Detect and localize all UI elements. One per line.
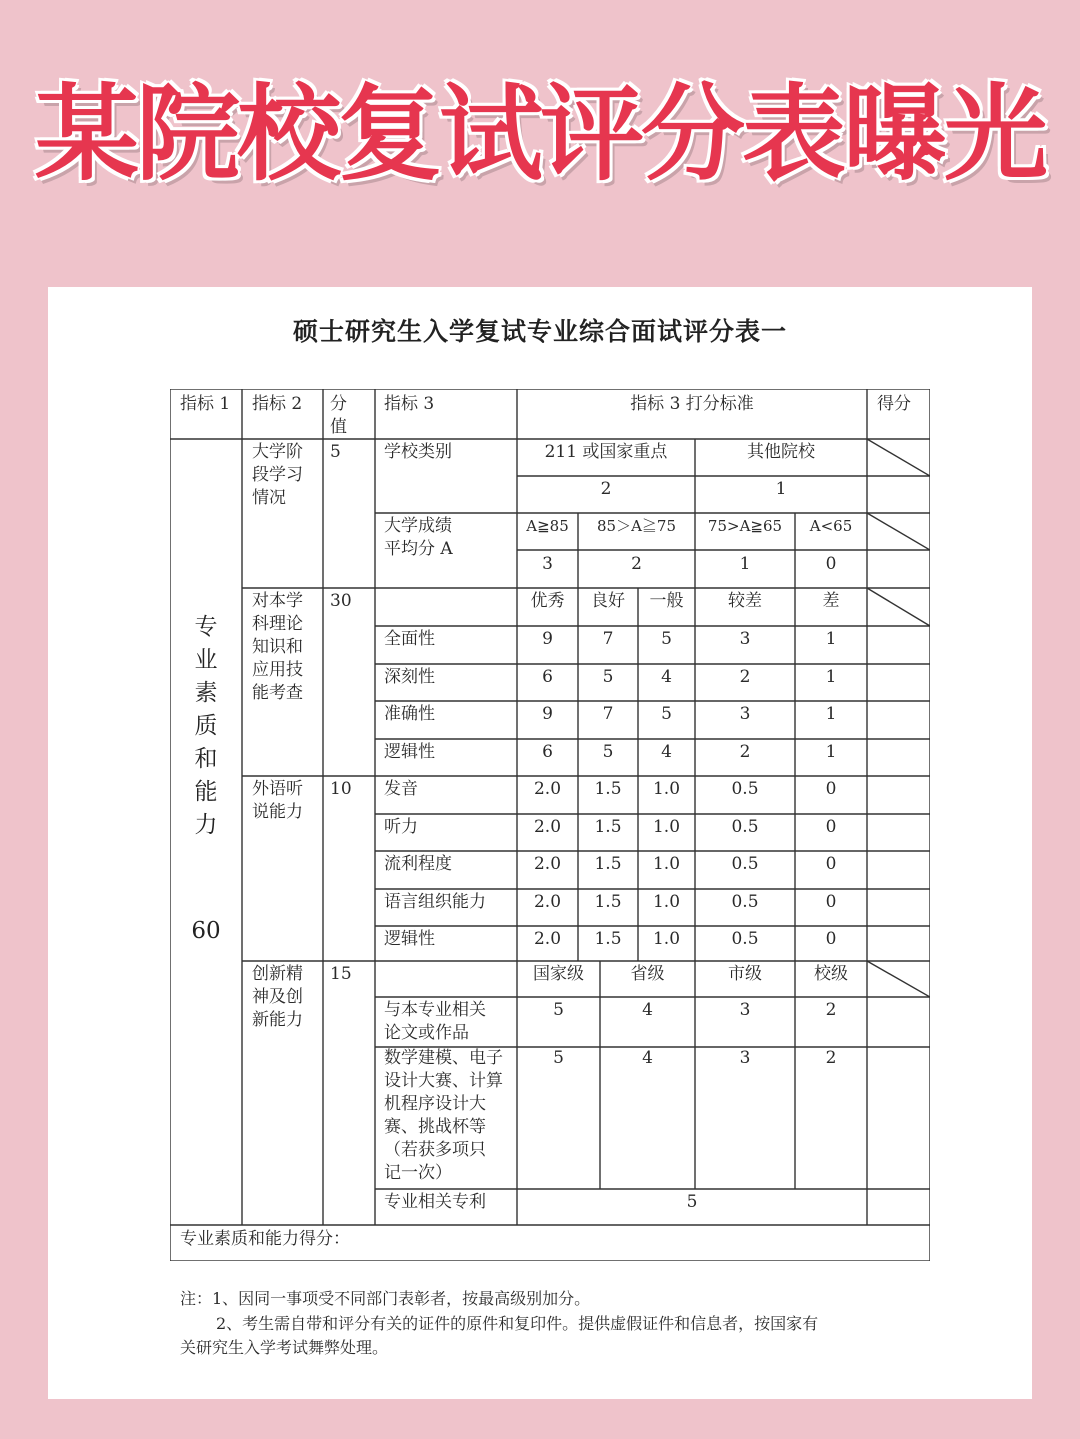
gpa-score: 1 <box>739 554 751 574</box>
note-line: 注：1、因同一事项受不同部门表彰者，按最高级别加分。 <box>180 1289 591 1308</box>
study-key-score: 2 <box>600 479 612 499</box>
row-item-label: 逻辑性 <box>384 929 435 949</box>
innovation-score: 2 <box>825 1048 837 1068</box>
row-score: 2.0 <box>533 929 562 949</box>
innovation-score: 3 <box>739 1000 751 1020</box>
row-score: 0 <box>825 929 837 949</box>
innovation-patent-score: 5 <box>686 1192 698 1212</box>
row-score: 4 <box>661 666 672 687</box>
row-score: 1.0 <box>652 891 681 912</box>
row-score: 2 <box>739 666 751 687</box>
section-study-name: 大学阶 段学习 情况 <box>252 442 303 508</box>
section-language-name: 外语听 说能力 <box>252 779 303 822</box>
section-theory-points: 30 <box>330 591 352 611</box>
row-score: 6 <box>542 666 553 687</box>
innovation-item: 数学建模、电子 设计大赛、计算 机程序设计大 赛、挑战杯等 （若获多项只 记一次） <box>384 1048 503 1183</box>
row-score: 2.0 <box>533 816 562 837</box>
row-item-label: 全面性 <box>384 629 435 649</box>
innovation-level: 校级 <box>814 964 848 984</box>
row-score: 9 <box>542 704 553 724</box>
row-score: 1 <box>825 704 837 724</box>
row-item-label: 逻辑性 <box>384 741 435 762</box>
innovation-score: 4 <box>642 1000 653 1020</box>
innovation-score: 4 <box>642 1048 653 1068</box>
scoring-table <box>170 389 930 1261</box>
section-language-points: 10 <box>330 779 352 799</box>
row-score: 1.0 <box>652 854 681 874</box>
row-item-label: 流利程度 <box>384 854 452 874</box>
row-score: 0 <box>825 854 837 874</box>
document-title: 硕士研究生入学复试专业综合面试评分表一 <box>292 317 787 346</box>
row-score: 5 <box>661 704 672 724</box>
header-indicator-2: 指标 2 <box>252 394 303 414</box>
row-score: 3 <box>739 704 751 724</box>
row-score: 9 <box>542 629 553 649</box>
innovation-score: 3 <box>739 1048 751 1068</box>
row-score: 7 <box>602 704 614 724</box>
study-gpa-label: 大学成绩 平均分 A <box>384 516 453 559</box>
row-score: 1.5 <box>594 891 622 912</box>
total-score-label: 专业素质和能力得分： <box>180 1229 350 1249</box>
row-score: 0.5 <box>731 816 759 837</box>
row-score: 7 <box>602 629 614 649</box>
gpa-range: A<65 <box>809 517 853 535</box>
row-score: 5 <box>661 629 672 649</box>
section-study-points: 5 <box>330 442 341 462</box>
innovation-item: 与本专业相关 论文或作品 <box>384 1000 486 1043</box>
row-score: 4 <box>661 741 672 762</box>
study-key-school: 211 或国家重点 <box>544 442 668 462</box>
header-indicator-3: 指标 3 <box>384 394 435 414</box>
banner-title: 某院校复试评分表曝光 <box>34 73 1045 195</box>
row-score: 2.0 <box>533 779 562 799</box>
note-line: 2、考生需自带和评分有关的证件的原件和复印件。提供虚假证件和信息者，按国家有 <box>216 1314 819 1333</box>
row-score: 3 <box>739 629 751 649</box>
row-score: 6 <box>542 741 553 762</box>
study-other-score: 1 <box>775 479 787 499</box>
banner <box>0 40 1080 210</box>
row-item-label: 准确性 <box>384 704 435 724</box>
row-item-label: 深刻性 <box>384 666 435 687</box>
row-score: 0.5 <box>731 779 759 799</box>
row-score: 1.5 <box>594 816 622 837</box>
section-innovation-name: 创新精 神及创 新能力 <box>252 964 303 1030</box>
row-item-label: 语言组织能力 <box>384 891 486 912</box>
gpa-score: 2 <box>631 554 642 574</box>
theory-level: 较差 <box>728 591 762 611</box>
row-score: 1.5 <box>594 854 622 874</box>
row-score: 2.0 <box>533 891 562 912</box>
innovation-score: 5 <box>553 1048 564 1068</box>
row-score: 2 <box>739 741 751 762</box>
category-total: 60 <box>191 918 221 944</box>
row-score: 1 <box>825 629 837 649</box>
gpa-range: A≧85 <box>526 517 569 535</box>
row-score: 1 <box>825 741 837 762</box>
theory-level: 一般 <box>649 591 684 611</box>
header-standard: 指标 3 打分标准 <box>630 394 754 414</box>
row-score: 5 <box>602 741 614 762</box>
innovation-score: 5 <box>553 1000 564 1020</box>
innovation-level: 省级 <box>630 964 665 984</box>
study-school-type: 学校类别 <box>384 442 452 462</box>
row-item-label: 发音 <box>384 779 418 799</box>
row-item-label: 听力 <box>384 816 418 837</box>
theory-level: 良好 <box>591 591 625 611</box>
category-label: 专 业 素 质 和 能 力 <box>194 614 218 838</box>
header-points: 分 值 <box>330 394 347 437</box>
row-score: 5 <box>602 666 614 687</box>
innovation-level: 国家级 <box>533 964 584 984</box>
study-other-school: 其他院校 <box>747 442 815 462</box>
innovation-score: 2 <box>825 1000 837 1020</box>
gpa-score: 3 <box>542 554 553 574</box>
note-line: 关研究生入学考试舞弊处理。 <box>180 1338 389 1357</box>
row-score: 1 <box>825 666 837 687</box>
header-indicator-1: 指标 1 <box>180 394 231 414</box>
gpa-range: 75>A≧65 <box>707 517 783 535</box>
row-score: 1.5 <box>594 779 622 799</box>
section-theory-name: 对本学 科理论 知识和 应用技 能考查 <box>252 591 303 703</box>
gpa-score: 0 <box>825 554 837 574</box>
row-score: 0 <box>825 891 837 912</box>
theory-level: 差 <box>822 591 840 611</box>
row-score: 0.5 <box>731 854 759 874</box>
innovation-level: 市级 <box>728 964 762 984</box>
row-score: 1.5 <box>594 929 622 949</box>
row-score: 1.0 <box>652 929 681 949</box>
row-score: 0.5 <box>731 891 759 912</box>
gpa-range: 85＞A≧75 <box>596 517 676 535</box>
innovation-patent-item: 专业相关专利 <box>384 1192 486 1212</box>
row-score: 2.0 <box>533 854 562 874</box>
row-score: 0 <box>825 816 837 837</box>
theory-level: 优秀 <box>530 591 565 611</box>
row-score: 1.0 <box>652 816 681 837</box>
row-score: 1.0 <box>652 779 681 799</box>
row-score: 0 <box>825 779 837 799</box>
section-innovation-points: 15 <box>330 964 352 984</box>
header-score: 得分 <box>877 394 911 414</box>
row-score: 0.5 <box>731 929 759 949</box>
